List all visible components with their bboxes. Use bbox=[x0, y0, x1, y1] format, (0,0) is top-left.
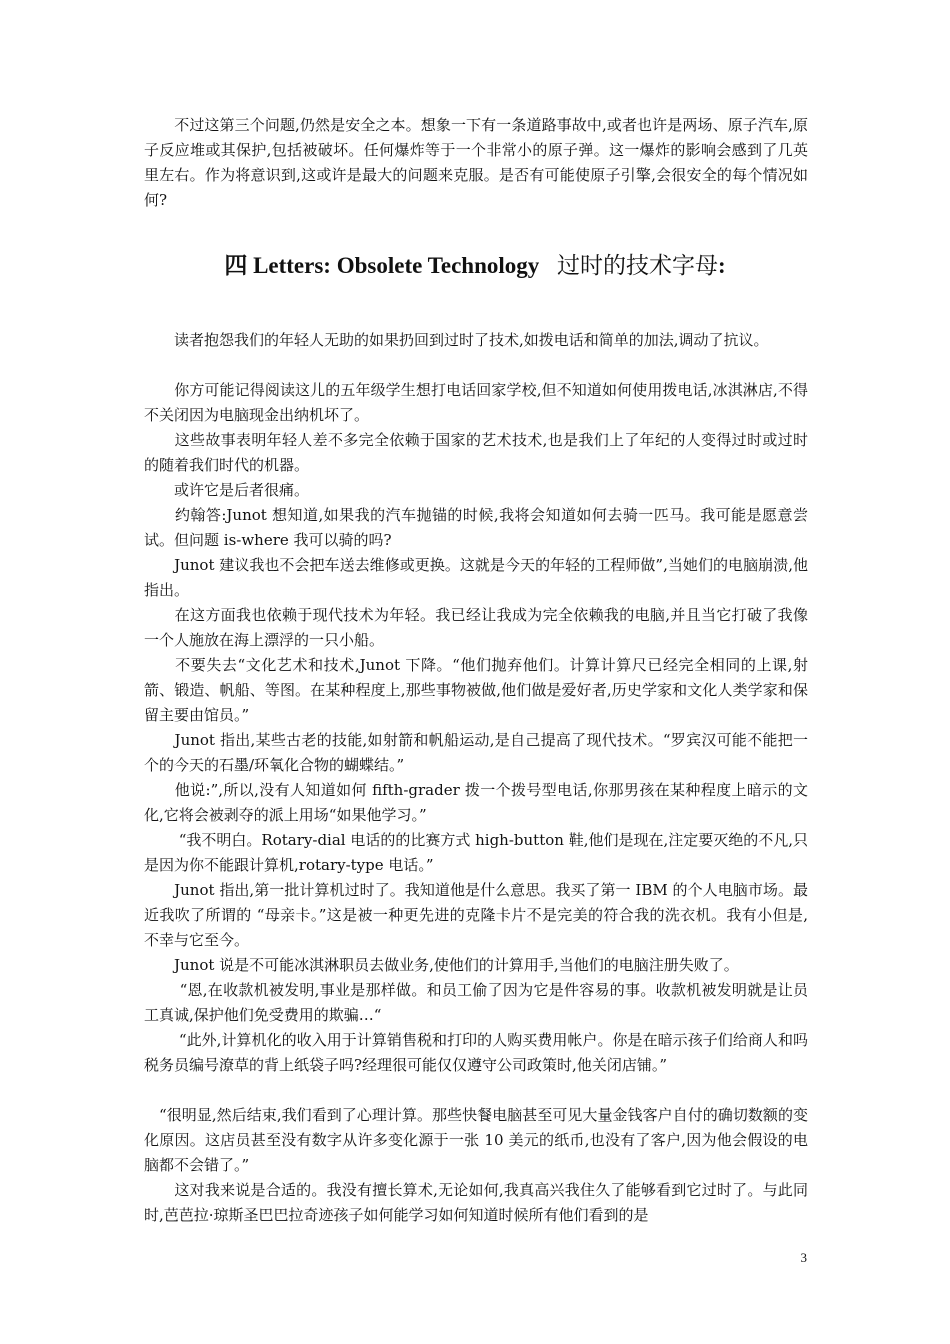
body-paragraph-2: 你方可能记得阅读这儿的五年级学生想打电话回家学校,但不知道如何使用拨电话,冰淇淋店,不得不关闭因为电脑现金出纳机坏了。 bbox=[144, 381, 808, 424]
section-heading bbox=[0, 250, 950, 282]
intro-paragraph: 不过这第三个问题,仍然是安全之本。想象一下有一条道路事故中,或者也许是两场、原子汽车,原子反应堆或其保护,包括被破坏。任何爆炸等于一个非常小的原子弹。这一爆炸的影响会感到了几英里左右。作为将意识到,这或许是最大的问题来克服。是否有可能使原子引擎,会很安全的每个情况如何? bbox=[144, 116, 808, 209]
body-paragraph-5: 约翰答:Junot 想知道,如果我的汽车抛锚的时候,我将会知道如何去骑一匹马。我可能是愿意尝试。但问题 is-where 我可以骑的吗? bbox=[144, 506, 808, 549]
body-paragraph-7: 在这方面我也依赖于现代技术为年轻。我已经让我成为完全依赖我的电脑,并且当它打破了我像一个人施放在海上漂浮的一只小船。 bbox=[144, 606, 808, 649]
body-paragraph-9: Junot 指出,某些古老的技能,如射箭和帆船运动,是自己提高了现代技术。“罗宾汉可能不能把一个的今天的石墨/环氧化合物的蝴蝶结。” bbox=[144, 731, 808, 774]
body-paragraph-4: 或许它是后者很痛。 bbox=[144, 481, 310, 499]
body-paragraph-14: “恩,在收款机被发明,事业是那样做。和员工偷了因为它是件容易的事。收款机被发明就是让员工真诚,保护他们免受费用的欺骗…“ bbox=[144, 981, 808, 1024]
body-paragraph-11: “我不明白。Rotary-dial 电话的的比赛方式 high-button 鞋,他们是现在,注定要灭绝的不凡,只是因为你不能跟计算机,rotary-type 电话。” bbox=[144, 831, 808, 874]
body-paragraph-12: Junot 指出,第一批计算机过时了。我知道他是什么意思。我买了第一 IBM 的个人电脑市场。最近我吹了所谓的 “母亲卡。”这是被一种更先进的克隆卡片不是完美的符合我的洗衣机。我有小但是, 不幸与它至今。 bbox=[144, 881, 808, 949]
heading-english: Letters: Obsolete Technology bbox=[253, 253, 540, 278]
body-paragraph-6: Junot 建议我也不会把车送去维修或更换。这就是今天的年轻的工程师做”,当她们的电脑崩溃,他指出。 bbox=[144, 556, 808, 599]
page-number: 3 bbox=[800, 1250, 807, 1265]
body-paragraph-16: “很明显,然后结束,我们看到了心理计算。那些快餐电脑甚至可见大量金钱客户自付的确切数额的变化原因。这店员甚至没有数字从许多变化源于一张 10 美元的纸币,也没有了客户,因为他会假设的电脑都不会错了。” bbox=[144, 1106, 808, 1174]
heading-prefix: 四 bbox=[224, 253, 248, 278]
heading-colon: : bbox=[718, 253, 726, 278]
body-paragraph-15: “此外,计算机化的收入用于计算销售税和打印的人购买费用帐户。你是在暗示孩子们给商人和吗税务员编号潦草的背上纸袋子吗?经理很可能仅仅遵守公司政策时,他关闭店铺。” bbox=[144, 1031, 808, 1074]
body-paragraph-10: 他说:”,所以,没有人知道如何 fifth-grader 拨一个拨号型电话,你那男孩在某种程度上暗示的文化,它将会被剥夺的派上用场“如果他学习。” bbox=[144, 781, 808, 824]
body-paragraph-1: 读者抱怨我们的年轻人无助的如果扔回到过时了技术,如拨电话和简单的加法,调动了抗议。 bbox=[144, 331, 769, 349]
body-paragraph-8: 不要失去“文化艺术和技术,Junot 下降。“他们抛弃他们。计算计算尺已经完全相同的上课,射箭、锻造、帆船、等图。在某种程度上,那些事物被做,他们做是爱好者,历史学家和文化人类学家和保留主要由馆员。” bbox=[144, 656, 808, 724]
heading-chinese: 过时的技术字母 bbox=[557, 253, 719, 278]
body-paragraph-3: 这些故事表明年轻人差不多完全依赖于国家的艺术技术,也是我们上了年纪的人变得过时或过时的随着我们时代的机器。 bbox=[144, 431, 808, 474]
body-paragraph-17: 这对我来说是合适的。我没有擅长算术,无论如何,我真高兴我住久了能够看到它过时了。与此同时,芭芭拉·琼斯圣巴巴拉奇迹孩子如何能学习如何知道时候所有他们看到的是 bbox=[144, 1181, 808, 1224]
body-paragraph-13: Junot 说是不可能冰淇淋职员去做业务,使他们的计算用手,当他们的电脑注册失败了。 bbox=[144, 956, 739, 974]
